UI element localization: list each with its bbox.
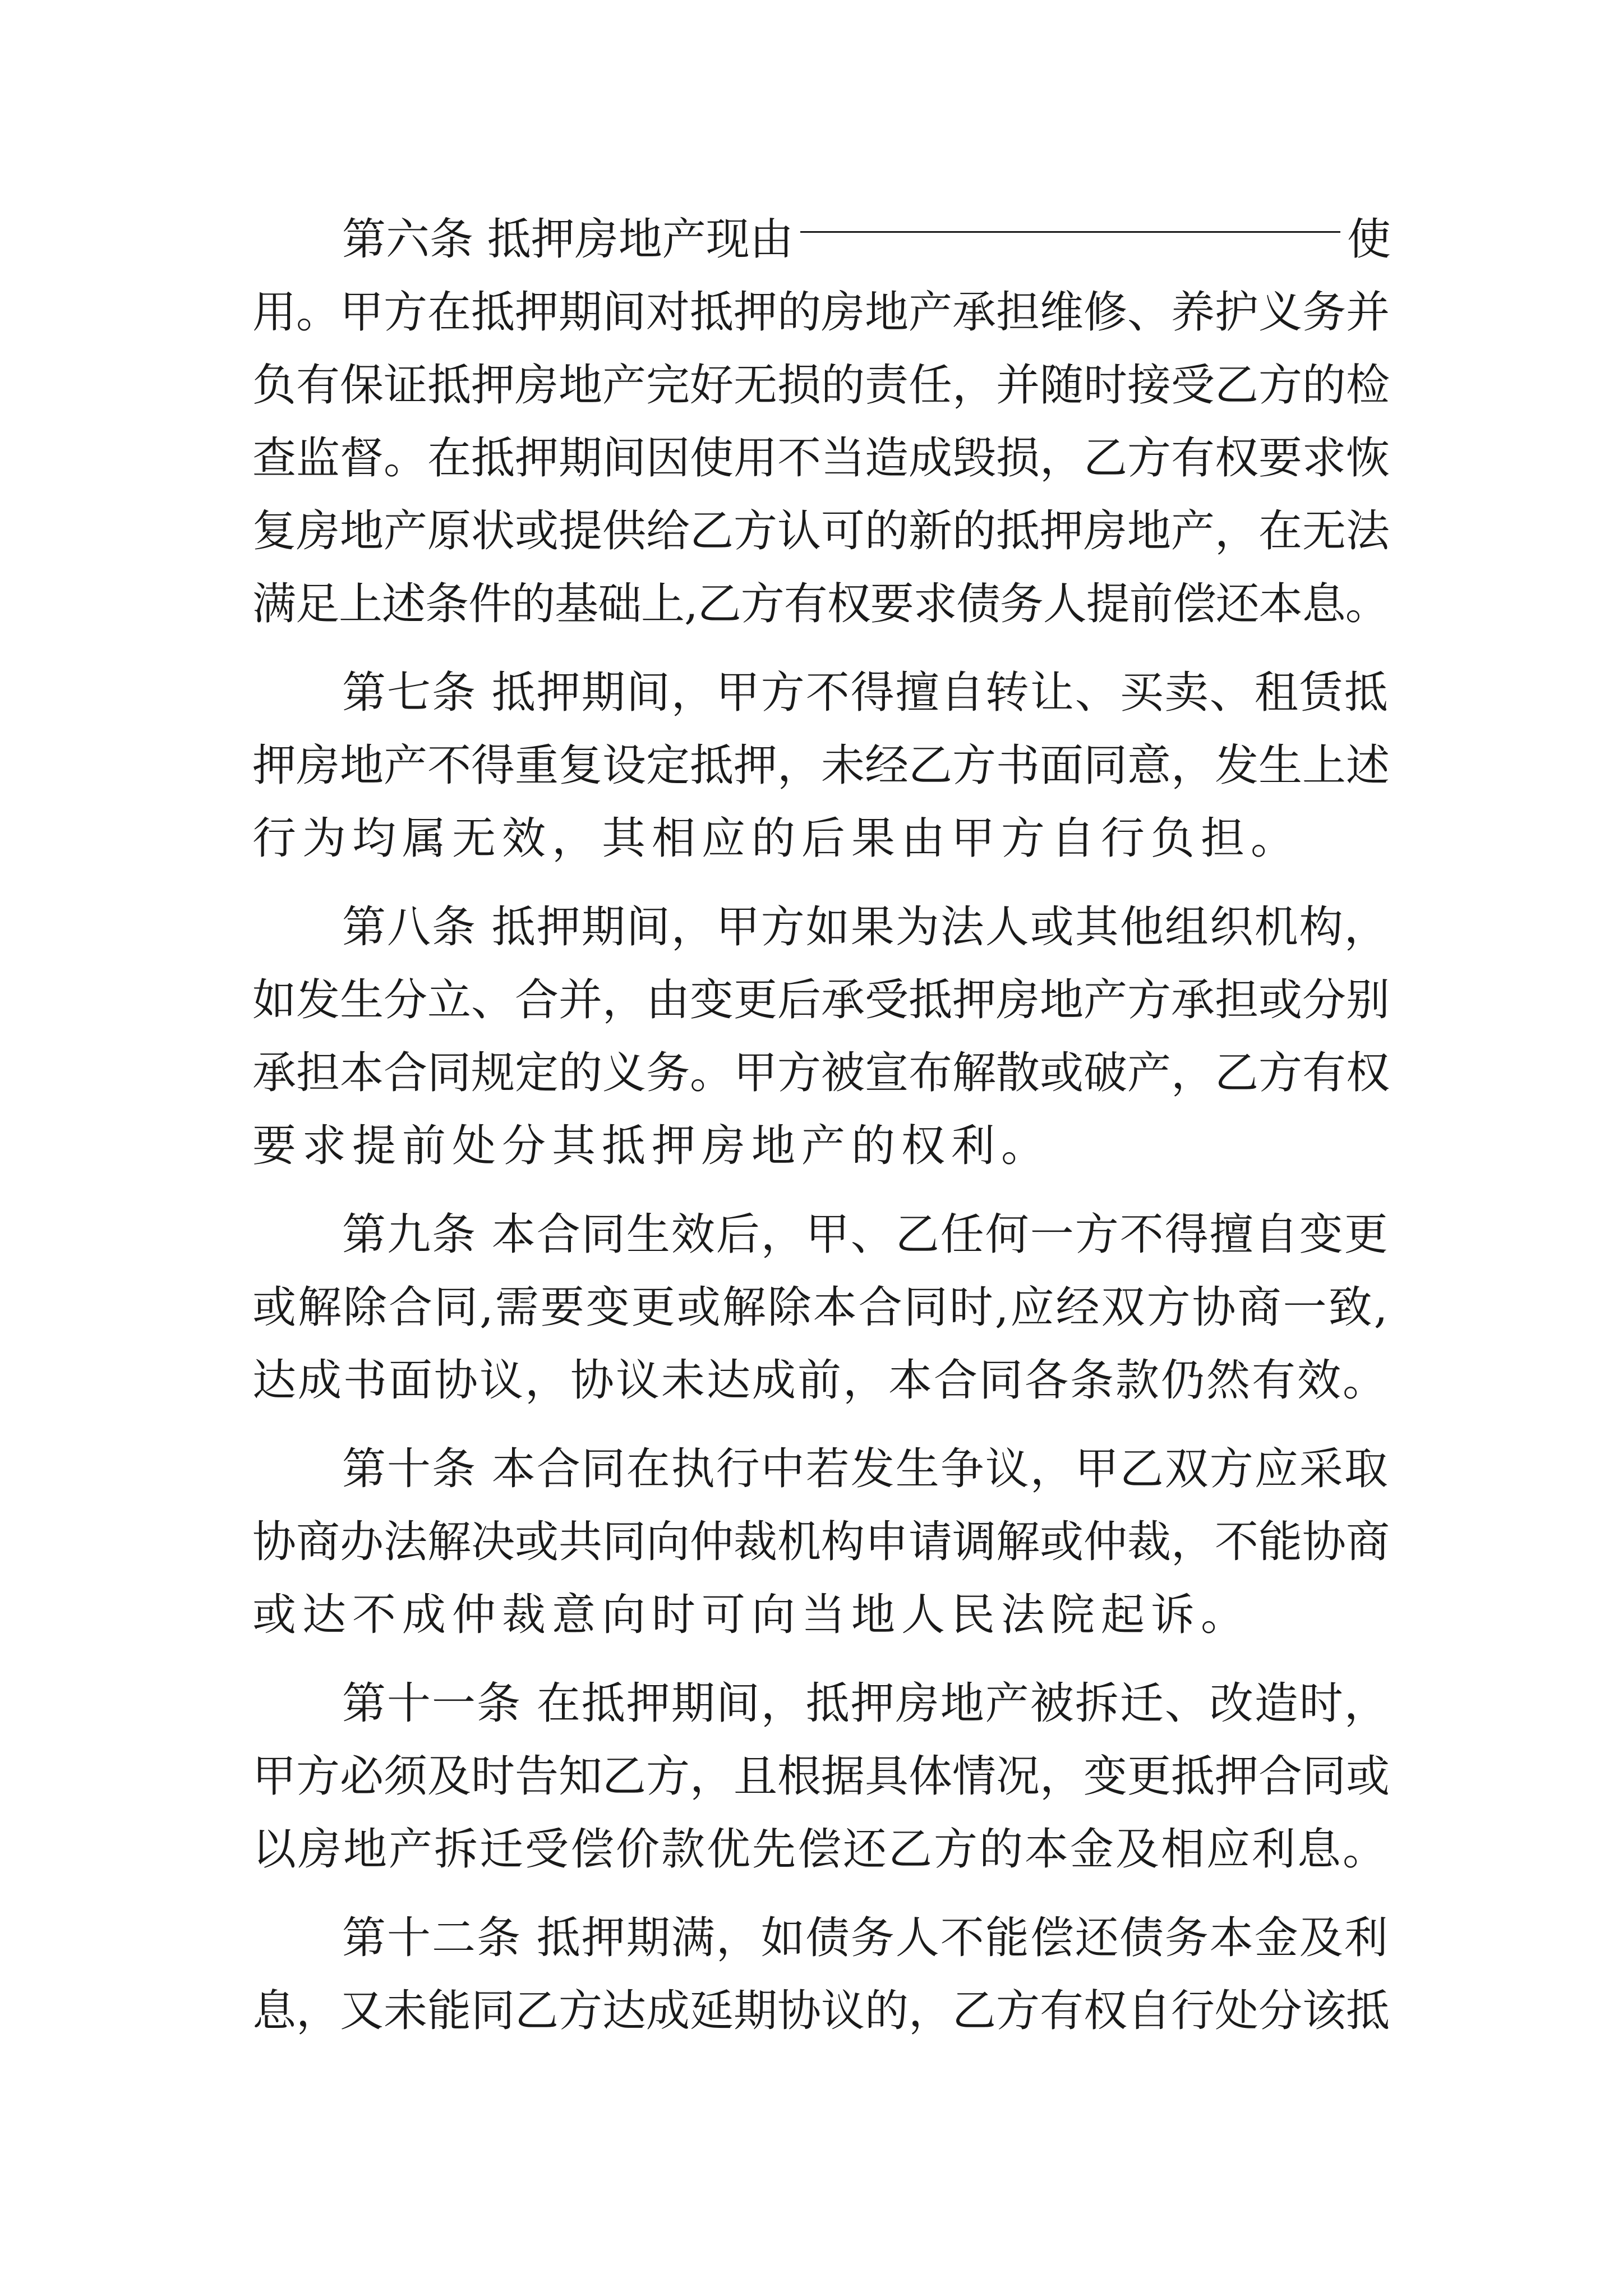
line-text: 要求提前处分其抵押房地产的权利。 (252, 1121, 1052, 1171)
text-line (342, 891, 1391, 964)
line-text: 满足上述条件的基础上,乙方有权要求债务人提前偿还本息。 (252, 579, 1389, 629)
line-text: 用。甲方在抵押期间对抵押的房地产承担维修、养护义务并 (252, 287, 1390, 338)
line-suffix: 使 (1347, 214, 1391, 265)
text-line (252, 1110, 1391, 1182)
line-text: 第八条 抵押期间，甲方如果为法人或其他组织机构， (342, 902, 1389, 953)
text-line (342, 1902, 1391, 1975)
line-text: 行为均属无效，其相应的后果由甲方自行负担。 (252, 813, 1301, 864)
text-line (252, 1271, 1391, 1344)
text-line (252, 495, 1391, 568)
line-text: 承担本合同规定的义务。甲方被宣布解散或破产，乙方有权 (252, 1048, 1390, 1098)
line-text: 第十一条 在抵押期间，抵押房地产被拆迁、改造时， (342, 1678, 1389, 1729)
text-line (252, 729, 1391, 802)
text-line (252, 349, 1391, 422)
line-text: 第六条 抵押房地产现由 (342, 214, 794, 265)
text-line (252, 1740, 1391, 1813)
text-line (252, 1344, 1391, 1417)
line-text: 第十条 本合同在执行中若发生争议，甲乙双方应采取 (342, 1444, 1389, 1494)
text-line (342, 1198, 1391, 1271)
text-line (252, 1037, 1391, 1110)
text-line (252, 568, 1391, 641)
line-text: 如发生分立、合并，由变更后承受抵押房地产方承担或分别 (252, 975, 1390, 1025)
text-line (342, 656, 1391, 729)
line-text: 第十二条 抵押期满，如债务人不能偿还债务本金及利 (342, 1913, 1389, 1963)
line-text: 第七条 抵押期间，甲方不得擅自转让、买卖、租赁抵 (342, 668, 1389, 718)
line-text: 达成书面协议，协议未达成前，本合同各条款仍然有效。 (252, 1355, 1389, 1406)
line-text: 甲方必须及时告知乙方，且根据具体情况，变更抵押合同或 (252, 1751, 1390, 1802)
text-line (252, 422, 1391, 495)
line-text: 复房地产原状或提供给乙方认可的新的抵押房地产，在无法 (252, 506, 1390, 556)
fill-in-blank (800, 231, 1340, 233)
text-line (252, 802, 1391, 875)
text-line (252, 276, 1391, 349)
text-line (252, 1579, 1391, 1651)
text-line (252, 964, 1391, 1037)
text-line (252, 1813, 1391, 1886)
text-line (252, 1506, 1391, 1579)
line-text: 负有保证抵押房地产完好无损的责任，并随时接受乙方的检 (252, 360, 1390, 411)
line-text: 或解除合同,需要变更或解除本合同时,应经双方协商一致, (252, 1282, 1390, 1333)
line-text: 或达不成仲裁意向时可向当地人民法院起诉。 (252, 1590, 1251, 1640)
text-line (342, 1433, 1391, 1506)
line-text: 第九条 本合同生效后，甲、乙任何一方不得擅自变更 (342, 1209, 1389, 1260)
line-text: 协商办法解决或共同向仲裁机构申请调解或仲裁，不能协商 (252, 1517, 1390, 1567)
text-line (342, 1667, 1391, 1740)
text-line (252, 1975, 1391, 2047)
line-text: 查监督。在抵押期间因使用不当造成毁损，乙方有权要求恢 (252, 433, 1390, 484)
line-text: 息，又未能同乙方达成延期协议的，乙方有权自行处分该抵 (252, 1986, 1390, 2036)
text-line (342, 203, 1391, 276)
line-text: 押房地产不得重复设定抵押，未经乙方书面同意，发生上述 (252, 740, 1390, 791)
line-text: 以房地产拆迁受偿价款优先偿还乙方的本金及相应利息。 (252, 1824, 1389, 1875)
